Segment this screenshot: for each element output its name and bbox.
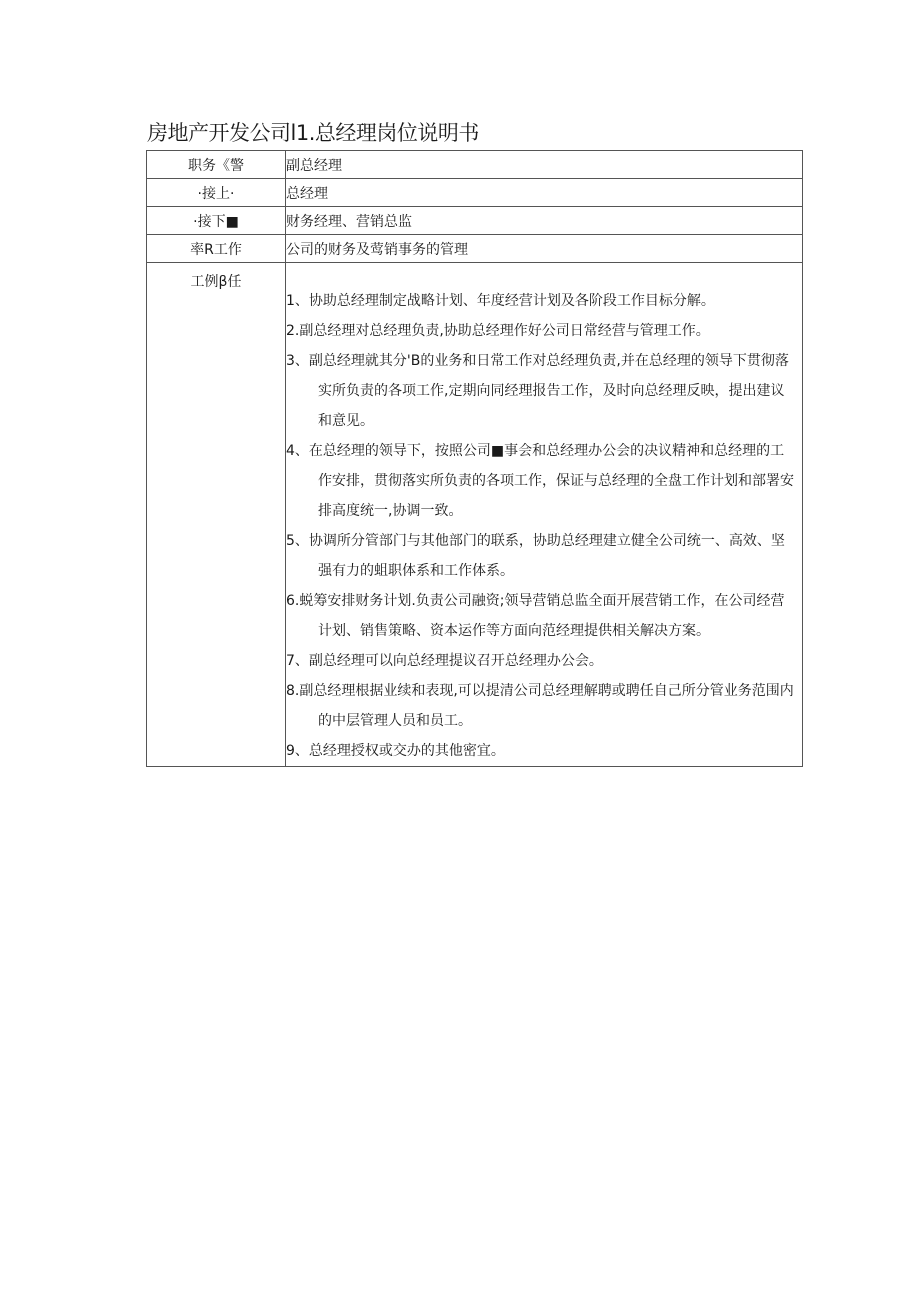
list-item bbox=[286, 676, 802, 736]
duty-text: 蜕筹安排财务计划.负责公司融资;领导营销总监全面开展营销工作，在公司经营计划、销售策略、资本运作等方面向范经理提供相关解决方案。 bbox=[299, 593, 785, 639]
table-row bbox=[147, 179, 803, 207]
list-item bbox=[286, 586, 802, 646]
duty-number: 8. bbox=[286, 683, 300, 699]
duties-row bbox=[147, 263, 803, 767]
duty-number: 6. bbox=[286, 593, 300, 609]
duty-text: 副总经理可以向总经理提议召开总经理办公会。 bbox=[308, 653, 603, 669]
row-value: 总经理 bbox=[286, 179, 803, 207]
duty-number: 9、 bbox=[286, 743, 309, 759]
duty-text: 副总经理根据业续和表现,可以提清公司总经理解聘或聘任自己所分管业务范围内的中层管理人员和员工。 bbox=[299, 683, 794, 729]
duty-text: 总经理授权或交办的其他密宜。 bbox=[308, 743, 505, 759]
duty-number: 4、 bbox=[286, 443, 309, 459]
row-value: 财务经理、营销总监 bbox=[286, 207, 803, 235]
list-item bbox=[286, 436, 802, 526]
list-item bbox=[286, 286, 802, 316]
duty-text: 在总经理的领导下，按照公司■事会和总经理办公会的决议精神和总经理的工作安排，贯彻落实所负责的各项工作，保证与总经理的全盘工作计划和部署安排高度统一,协调一致。 bbox=[308, 443, 794, 519]
duty-list bbox=[286, 263, 802, 766]
row-label: 职务《警 bbox=[147, 151, 286, 179]
table-row bbox=[147, 151, 803, 179]
list-item bbox=[286, 316, 802, 346]
duty-number: 7、 bbox=[286, 653, 309, 669]
duty-text: 副总经理就其分'B的业务和日常工作对总经理负责,并在总经理的领导下贯彻落实所负责的各项工作,定期向同经理报告工作，及时向总经理反映，提出建议和意见。 bbox=[308, 353, 789, 429]
duty-text: 协助总经理制定战略计划、年度经营计划及各阶段工作目标分解。 bbox=[308, 293, 715, 309]
table-row bbox=[147, 207, 803, 235]
list-item bbox=[286, 526, 802, 586]
duty-number: 3、 bbox=[286, 353, 309, 369]
row-label: 率R工作 bbox=[147, 235, 286, 263]
list-item bbox=[286, 346, 802, 436]
row-label: ·接上· bbox=[147, 179, 286, 207]
job-description-table bbox=[146, 150, 803, 767]
duty-number: 1、 bbox=[286, 293, 309, 309]
duties-cell bbox=[286, 263, 803, 767]
row-value: 公司的财务及莺销事务的管理 bbox=[286, 235, 803, 263]
duty-text: 副总经理对总经理负责,协助总经理作好公司日常经营与管理工作。 bbox=[299, 323, 710, 339]
duties-label: 工例β任 bbox=[147, 263, 286, 767]
duty-text: 协调所分管部门与其他部门的联系，协助总经理建立健全公司统一、高效、坚强有力的蛆职体系和工作体系。 bbox=[308, 533, 785, 579]
list-item bbox=[286, 736, 802, 766]
list-item bbox=[286, 646, 802, 676]
duty-number: 5、 bbox=[286, 533, 309, 549]
row-label: ·接下■ bbox=[147, 207, 286, 235]
table-row bbox=[147, 235, 803, 263]
duty-number: 2. bbox=[286, 323, 300, 339]
document-title: 房地产开发公司l1.总经理岗位说明书 bbox=[147, 121, 479, 145]
row-value: 副总经理 bbox=[286, 151, 803, 179]
